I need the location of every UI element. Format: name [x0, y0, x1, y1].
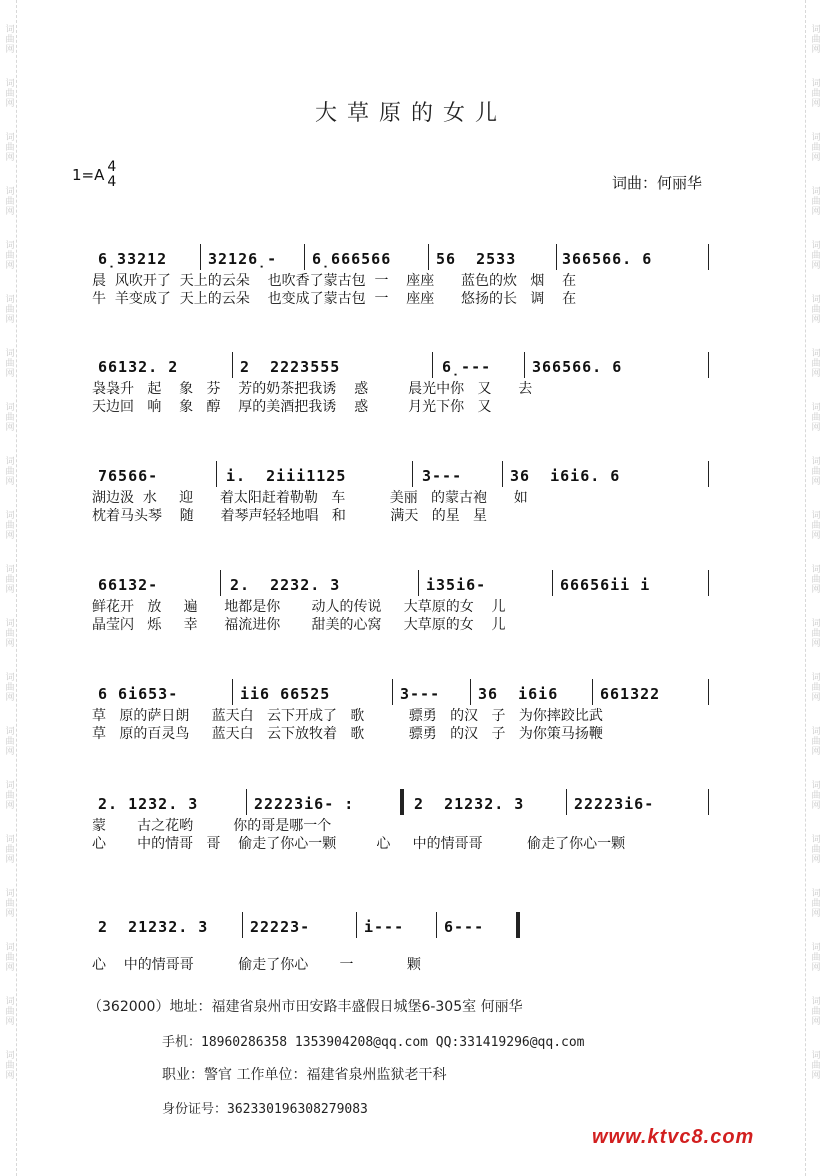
watermark-text: 词曲网: [3, 24, 14, 54]
measure: 66132-: [98, 576, 159, 594]
key-signature: [72, 160, 116, 190]
watermark-text: 词曲网: [809, 1050, 820, 1080]
right-watermark-strip: [805, 0, 822, 1176]
watermark-text: 词曲网: [809, 186, 820, 216]
barline: [708, 570, 709, 596]
watermark-text: 词曲网: [809, 510, 820, 540]
watermark-text: 词曲网: [3, 726, 14, 756]
score-line-2: [92, 358, 712, 416]
measure: 66656ii i: [560, 576, 651, 594]
barline: [566, 789, 567, 815]
measure: 6̣---: [442, 358, 492, 376]
watermark-text: 词曲网: [3, 186, 14, 216]
author-credit: 词曲：何丽华: [612, 174, 703, 192]
score-line-5: [92, 685, 712, 743]
measure: 6 6i653-: [98, 685, 179, 703]
watermark-text: 词曲网: [3, 132, 14, 162]
barline: [708, 461, 709, 487]
barline: [436, 912, 437, 938]
watermark-text: 词曲网: [3, 888, 14, 918]
lyric-verse-1: 晨 风吹开了 天上的云朵 也吹香了蒙古包 一 座座 蓝色的炊 烟 在: [92, 273, 577, 289]
watermark-text: 词曲网: [3, 78, 14, 108]
lyric-verse-1: 袅袅升 起 象 芬 芳的奶茶把我诱 惑 晨光中你 又 去: [92, 381, 533, 397]
watermark-text: 词曲网: [809, 78, 820, 108]
watermark-text: 词曲网: [3, 240, 14, 270]
lyric-verse-1: 鲜花开 放 遍 地都是你 动人的传说 大草原的女 儿: [92, 599, 506, 615]
watermark-text: 词曲网: [3, 1050, 14, 1080]
watermark-text: 词曲网: [809, 780, 820, 810]
measure: 6---: [444, 918, 485, 936]
barline: [356, 912, 357, 938]
measure: 76566-: [98, 467, 159, 485]
score-line-7: [92, 918, 712, 974]
barline: [418, 570, 419, 596]
lyric-verse-2: 牛 羊变成了 天上的云朵 也变成了蒙古包 一 座座 悠扬的长 调 在: [92, 291, 577, 307]
barline: [556, 244, 557, 270]
watermark-text: 词曲网: [809, 834, 820, 864]
repeat-barline: [400, 789, 404, 815]
measure: 22223-: [250, 918, 311, 936]
watermark-text: 词曲网: [3, 672, 14, 702]
measure: 2 2223555: [240, 358, 341, 376]
measure: 3---: [400, 685, 441, 703]
time-denominator: 4: [107, 174, 117, 190]
watermark-text: 词曲网: [809, 672, 820, 702]
score-line-4: [92, 576, 712, 634]
watermark-text: 词曲网: [809, 942, 820, 972]
watermark-text: 词曲网: [3, 294, 14, 324]
barline: [592, 679, 593, 705]
score-line-6: [92, 795, 712, 853]
measure: 22223i6- :: [254, 795, 355, 813]
barline: [708, 352, 709, 378]
barline: [242, 912, 243, 938]
watermark-text: 词曲网: [3, 834, 14, 864]
measure: 2. 1232. 3: [98, 795, 199, 813]
measure: 36 i6i6: [478, 685, 559, 703]
barline: [470, 679, 471, 705]
notation-row: [92, 685, 712, 707]
site-logo: www.ktvc8.com: [592, 1126, 755, 1148]
notation-row: [92, 918, 712, 940]
watermark-text: 词曲网: [3, 618, 14, 648]
watermark-text: 词曲网: [809, 240, 820, 270]
watermark-text: 词曲网: [809, 888, 820, 918]
measure: 2 21232. 3: [98, 918, 209, 936]
watermark-text: 词曲网: [809, 564, 820, 594]
lyric-verse-2: 枕着马头琴 随 着琴声轻轻地唱 和 满天 的星 星: [92, 508, 488, 524]
barline: [412, 461, 413, 487]
barline: [432, 352, 433, 378]
watermark-text: 词曲网: [809, 294, 820, 324]
lyric-verse-2: 晶莹闪 烁 幸 福流进你 甜美的心窝 大草原的女 儿: [92, 617, 506, 633]
measure: 56 2533: [436, 250, 517, 268]
measure: i35i6-: [426, 576, 487, 594]
lyric-verse-2: 草 原的百灵鸟 蓝天白 云下放牧着 歌 骠勇 的汉 子 为你策马扬鞭: [92, 726, 603, 742]
watermark-text: 词曲网: [809, 24, 820, 54]
lyric-verse-2: 心 中的情哥 哥 偷走了你心一颗 心 中的情哥哥 偷走了你心一颗: [92, 836, 626, 852]
notation-row: [92, 250, 712, 272]
measure: 3---: [422, 467, 463, 485]
measure: 32126̣-: [208, 250, 278, 268]
time-numerator: 4: [107, 159, 117, 175]
measure: 2. 2232. 3: [230, 576, 341, 594]
lyric-verse-2: 天边回 响 象 醇 厚的美酒把我诱 惑 月光下你 又: [92, 399, 492, 415]
barline: [708, 789, 709, 815]
barline: [708, 679, 709, 705]
measure: ii6 66525: [240, 685, 331, 703]
score-line-3: [92, 467, 712, 525]
measure: 661322: [600, 685, 661, 703]
barline: [232, 679, 233, 705]
watermark-text: 词曲网: [809, 402, 820, 432]
watermark-text: 词曲网: [809, 456, 820, 486]
measure: 6̣666566: [312, 250, 392, 268]
measure: 366566. 6: [562, 250, 653, 268]
measure: 36 i6i6. 6: [510, 467, 621, 485]
contact-job: 职业：警官 工作单位：福建省泉州监狱老干科: [162, 1067, 447, 1083]
notation-row: [92, 576, 712, 598]
watermark-text: 词曲网: [3, 456, 14, 486]
left-watermark-strip: [0, 0, 17, 1176]
time-signature: [107, 160, 116, 190]
barline: [524, 352, 525, 378]
notation-row: [92, 795, 712, 817]
contact-phone-email: 手机：18960286358 1353904208@qq.com QQ:331419296@qq.com: [162, 1035, 585, 1050]
barline: [200, 244, 201, 270]
key-label: 1=A: [72, 166, 105, 184]
lyric-verse-2: 心 中的情哥哥 偷走了你心 一 颗: [92, 957, 421, 973]
contact-address: （362000）地址：福建省泉州市田安路丰盛假日城堡6-305室 何丽华: [88, 999, 523, 1015]
lyric-verse-1: 湖边汲 水 迎 着太阳赶着勒勒 车 美丽 的蒙古袍 如: [92, 490, 528, 506]
notation-row: [92, 467, 712, 489]
song-title: 大草原的女儿: [314, 101, 507, 126]
measure: 22223i6-: [574, 795, 655, 813]
final-barline: [516, 912, 520, 938]
lyric-verse-1: 蒙 古之花哟 你的哥是哪一个: [92, 818, 332, 834]
measure: i---: [364, 918, 405, 936]
barline: [246, 789, 247, 815]
measure: 66132. 2: [98, 358, 179, 376]
barline: [428, 244, 429, 270]
measure: 2 21232. 3: [414, 795, 525, 813]
barline: [220, 570, 221, 596]
barline: [232, 352, 233, 378]
watermark-text: 词曲网: [809, 618, 820, 648]
watermark-text: 词曲网: [3, 780, 14, 810]
barline: [392, 679, 393, 705]
watermark-text: 词曲网: [3, 402, 14, 432]
watermark-text: 词曲网: [3, 996, 14, 1026]
score-line-1: [92, 250, 712, 308]
watermark-text: 词曲网: [809, 348, 820, 378]
barline: [216, 461, 217, 487]
watermark-text: 词曲网: [3, 348, 14, 378]
barline: [502, 461, 503, 487]
measure: 6̣33212: [98, 250, 168, 268]
barline: [304, 244, 305, 270]
watermark-text: 词曲网: [3, 510, 14, 540]
watermark-text: 词曲网: [809, 132, 820, 162]
lyric-verse-1: 草 原的萨日朗 蓝天白 云下开成了 歌 骠勇 的汉 子 为你摔跤比武: [92, 708, 603, 724]
barline: [708, 244, 709, 270]
measure: i. 2iii1125: [226, 467, 347, 485]
watermark-text: 词曲网: [3, 564, 14, 594]
watermark-text: 词曲网: [3, 942, 14, 972]
notation-row: [92, 358, 712, 380]
contact-id: 身份证号：362330196308279083: [162, 1102, 368, 1117]
watermark-text: 词曲网: [809, 996, 820, 1026]
measure: 366566. 6: [532, 358, 623, 376]
watermark-text: 词曲网: [809, 726, 820, 756]
barline: [552, 570, 553, 596]
